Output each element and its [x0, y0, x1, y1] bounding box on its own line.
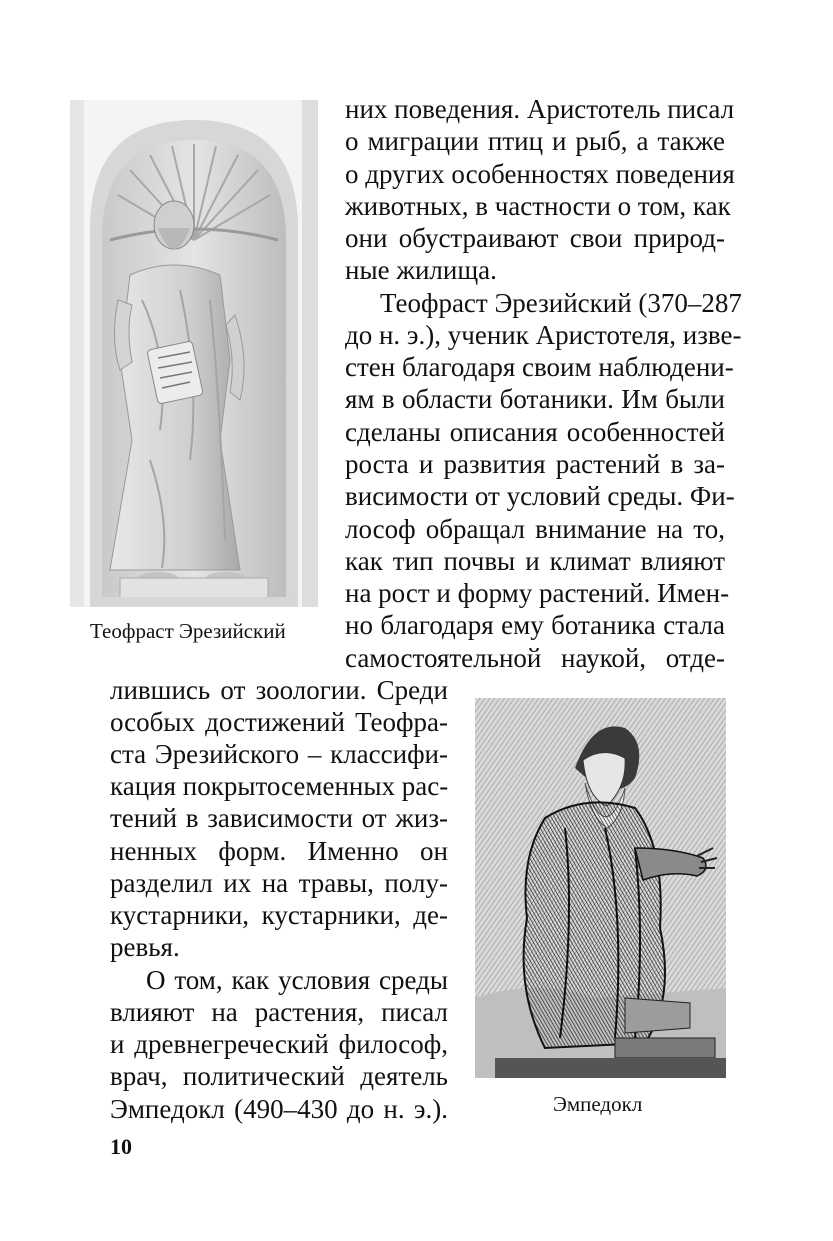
text-line: кация покрытосеменных рас- [110, 771, 449, 801]
text-line: лософ обращал внимание на то, [345, 514, 725, 544]
text-line: стен благодаря своим наблюдени- [345, 352, 734, 382]
empedocles-engraving-graphic [475, 698, 726, 1078]
theophrastus-statue-image [70, 100, 318, 607]
text-line: как тип почвы и климат влияют [345, 546, 725, 576]
text-line: роста и развития растений в за- [345, 449, 725, 479]
text-line: самостоятельной наукой, отде- [345, 643, 725, 673]
text-line: но благодаря ему ботаника стала [345, 610, 725, 640]
theophrastus-statue-graphic [70, 100, 318, 607]
text-line: до н. э.), ученик Аристотеля, изве- [345, 320, 742, 350]
text-line: сделаны описания особенностей [345, 417, 725, 447]
text-line: тений в зависимости от жиз- [110, 803, 448, 833]
text-line: о других особенностях поведения [345, 159, 735, 189]
text-line: О том, как условия среды [146, 965, 448, 995]
text-line: ста Эрезийского – классифи- [110, 739, 448, 769]
text-line: ненных форм. Именно он [110, 836, 448, 866]
text-line: них поведения. Аристотель писал [345, 94, 735, 124]
text-line: лившись от зоологии. Среди [110, 675, 448, 705]
text-line: на рост и форму растений. Имен- [345, 578, 730, 608]
text-line: Эмпедокл (490–430 до н. э.). [110, 1094, 448, 1124]
text-line: ревья. [110, 932, 180, 962]
page-number: 10 [110, 1134, 132, 1159]
text-line: Теофраст Эрезийский (370–287 [380, 288, 742, 318]
text-line: животных, в частности о том, как [345, 191, 731, 221]
text-line: разделил их на травы, полу- [110, 868, 448, 898]
text-line: висимости от условий среды. Фи- [345, 481, 735, 511]
text-line: ные жилища. [345, 255, 497, 285]
text-line: ям в области ботаники. Им были [345, 384, 725, 414]
text-line: врач, политический деятель [110, 1061, 448, 1091]
empedocles-caption: Эмпедокл [553, 1092, 643, 1116]
text-line: влияют на растения, писал [110, 997, 448, 1027]
theophrastus-caption: Теофраст Эрезийский [90, 619, 286, 643]
empedocles-engraving-image [475, 698, 726, 1078]
text-line: особых достижений Теофра- [110, 707, 448, 737]
text-line: о миграции птиц и рыб, а также [345, 126, 725, 156]
text-line: они обустраивают свои природ- [345, 223, 725, 253]
text-line: и древнегреческий философ, [110, 1029, 448, 1059]
text-line: кустарники, кустарники, де- [110, 900, 448, 930]
